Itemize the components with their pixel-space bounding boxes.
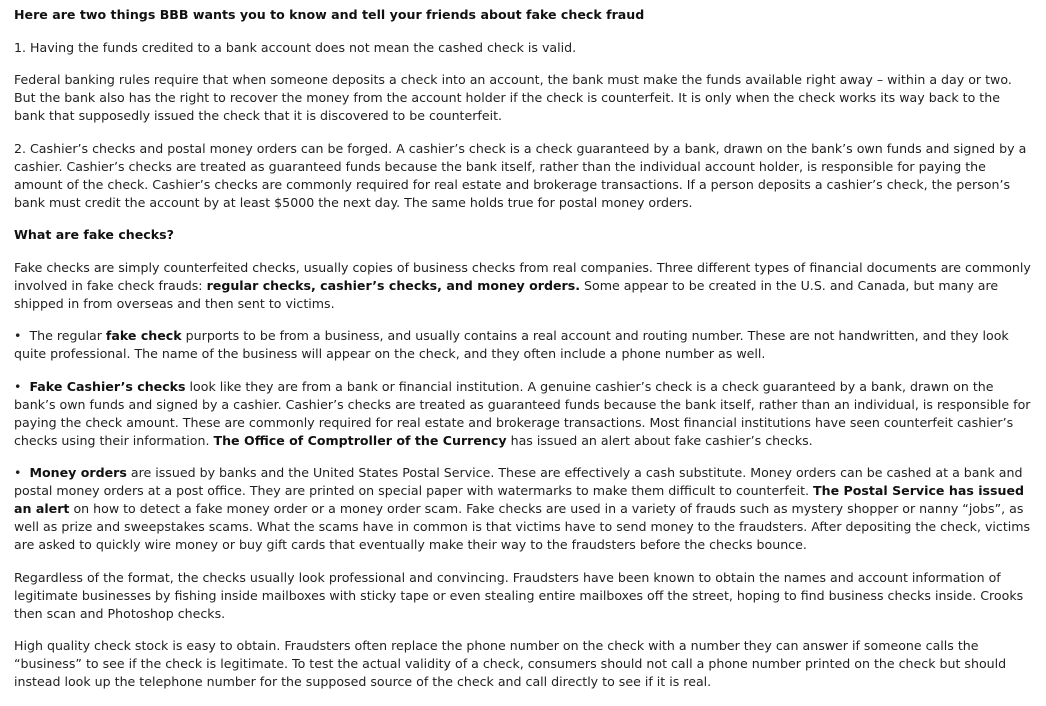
bold-text: regular checks, cashier’s checks, and money orders. (206, 277, 580, 293)
article-heading: Here are two things BBB wants you to know and tell your friends about fake check fraud (14, 7, 645, 22)
postal-service-alert-link[interactable]: The Postal Service has issued an alert (14, 483, 1025, 516)
bullet-regular-fake-check (14, 327, 1032, 363)
text-span: are issued by banks and the United States Postal Service. These are effectively a cash substitute. Money orders can be cashed at a bank and postal money orders at a post office. They are printed on special paper with watermarks to make them difficult to counterfeit. (14, 465, 1023, 498)
text-span: on how to detect a fake money order or a money order scam. Fake checks are used in a variety of frauds such as mystery shopper or nanny “jobs”, as well as prize and sweepstakes scams. What the scams have in common is that victims have to send money to the fraudsters. After depositing the check, victims are asked to quickly wire money or buy gift cards that eventually make their way to the fraudsters before the checks bounce. (14, 501, 1031, 552)
bullet-fake-cashiers-checks (14, 378, 1032, 450)
text-span: purports to be from a business, and usually contains a real account and routing number. These are not handwritten, and they look quite professional. The name of the business will appear on the check, and they often include a phone number as well. (14, 328, 1009, 361)
bold-text: Fake Cashier’s checks (29, 378, 186, 394)
bold-text: fake check (105, 328, 182, 343)
text-span: has issued an alert about fake cashier’s checks. (506, 432, 813, 448)
paragraph-fake-checks-intro (14, 259, 1032, 313)
text-span: The regular (29, 328, 106, 343)
paragraph-check-stock: High quality check stock is easy to obtain. Fraudsters often replace the phone number on the check with a number they can answer if someone calls the “business” to see if the check is legitimate. To test the actual validity of a check, consumers should not call a phone number printed on the check but should instead look up the telephone number for the supposed source of the check and call directly to see if it is real. (14, 638, 1007, 689)
section-heading-fake-checks: What are fake checks? (14, 227, 174, 242)
comptroller-link[interactable]: The Office of Comptroller of the Currency (213, 432, 507, 448)
bullet-money-orders (14, 464, 1032, 554)
paragraph-federal-rules: Federal banking rules require that when someone deposits a check into an account, the bank must make the funds available right away – within a day or two. But the bank also has the right to recover the money from the account holder if the check is counterfeit. It is only when the check works its way back to the bank that supposedly issued the check that it is discovered to be counterfeit. (14, 72, 1012, 123)
paragraph-format: Regardless of the format, the checks usually look professional and convincing. Fraudsters have been known to obtain the names and account information of legitimate businesses by fishing inside mailboxes with sticky tape or even stealing entire mailboxes off the street, hoping to find business checks inside. Crooks then scan and Photoshop checks. (14, 569, 1024, 621)
text-span: look like they are from a bank or financial institution. A genuine cashier’s check is a check guaranteed by a bank, drawn on the bank’s own funds and signed by a cashier. Cashier’s checks are treated as guaranteed funds because the bank itself, rather than an individual, is responsible for paying the check amount. These are commonly required for real estate and brokerage transactions. Most financial institutions have seen counterfeit cashier’s checks using their information. (14, 378, 1031, 448)
paragraph-cashiers-checks: 2. Cashier’s checks and postal money orders can be forged. A cashier’s check is a check guaranteed by a bank, drawn on the bank’s own funds and signed by a cashier. Cashier’s checks are treated as guaranteed funds because the bank itself, rather than the individual account holder, is responsible for paying the amount of the check. Cashier’s checks are commonly required for real estate and brokerage transactions. If a person deposits a cashier’s check, the person’s bank must credit the account by at least $5000 the next day. The same holds true for postal money orders. (14, 140, 1027, 210)
paragraph-funds-credited: 1. Having the funds credited to a bank account does not mean the cashed check is valid. (14, 39, 577, 55)
text-span: Some appear to be created in the U.S. and Canada, but many are shipped in from overseas and then sent to victims. (14, 277, 999, 311)
bold-text: Money orders (29, 465, 127, 480)
text-span: Fake checks are simply counterfeited checks, usually copies of business checks from real companies. Three different types of financial documents are commonly involved in fake check frauds: (14, 259, 1031, 293)
